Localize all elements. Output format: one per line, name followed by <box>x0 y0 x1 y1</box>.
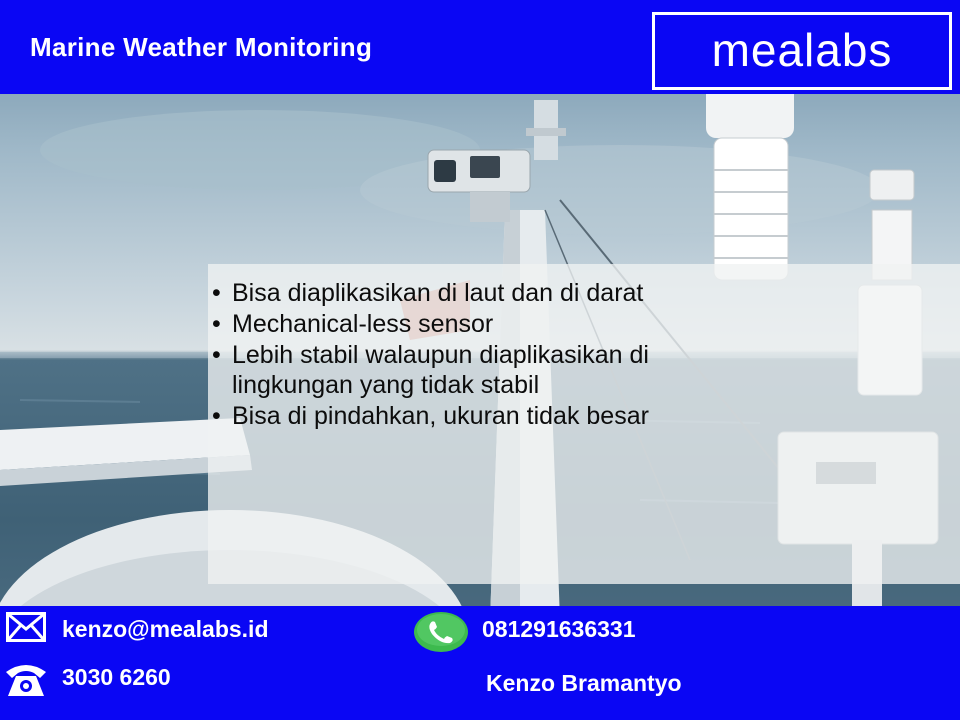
whatsapp-icon <box>412 610 470 654</box>
telephone-icon <box>4 660 48 700</box>
envelope-icon <box>6 612 46 642</box>
logo-text: mealabs <box>711 24 893 76</box>
feature-list <box>212 278 692 432</box>
list-item: • Mechanical-less sensor <box>212 309 692 339</box>
phone-number[interactable]: 3030 6260 <box>62 664 171 690</box>
list-item: • Bisa diaplikasikan di laut dan di darat <box>212 278 692 308</box>
logo <box>652 12 952 90</box>
whatsapp-number[interactable]: 081291636331 <box>482 616 636 642</box>
list-item: • Bisa di pindahkan, ukuran tidak besar <box>212 401 692 431</box>
list-item: • Lebih stabil walaupun diaplikasikan di lingkungan yang tidak stabil <box>212 340 692 400</box>
email-link[interactable]: kenzo@mealabs.id <box>62 616 269 642</box>
page-title: Marine Weather Monitoring <box>30 32 373 62</box>
contact-name: Kenzo Bramantyo <box>486 670 682 696</box>
header-bar <box>0 0 960 94</box>
